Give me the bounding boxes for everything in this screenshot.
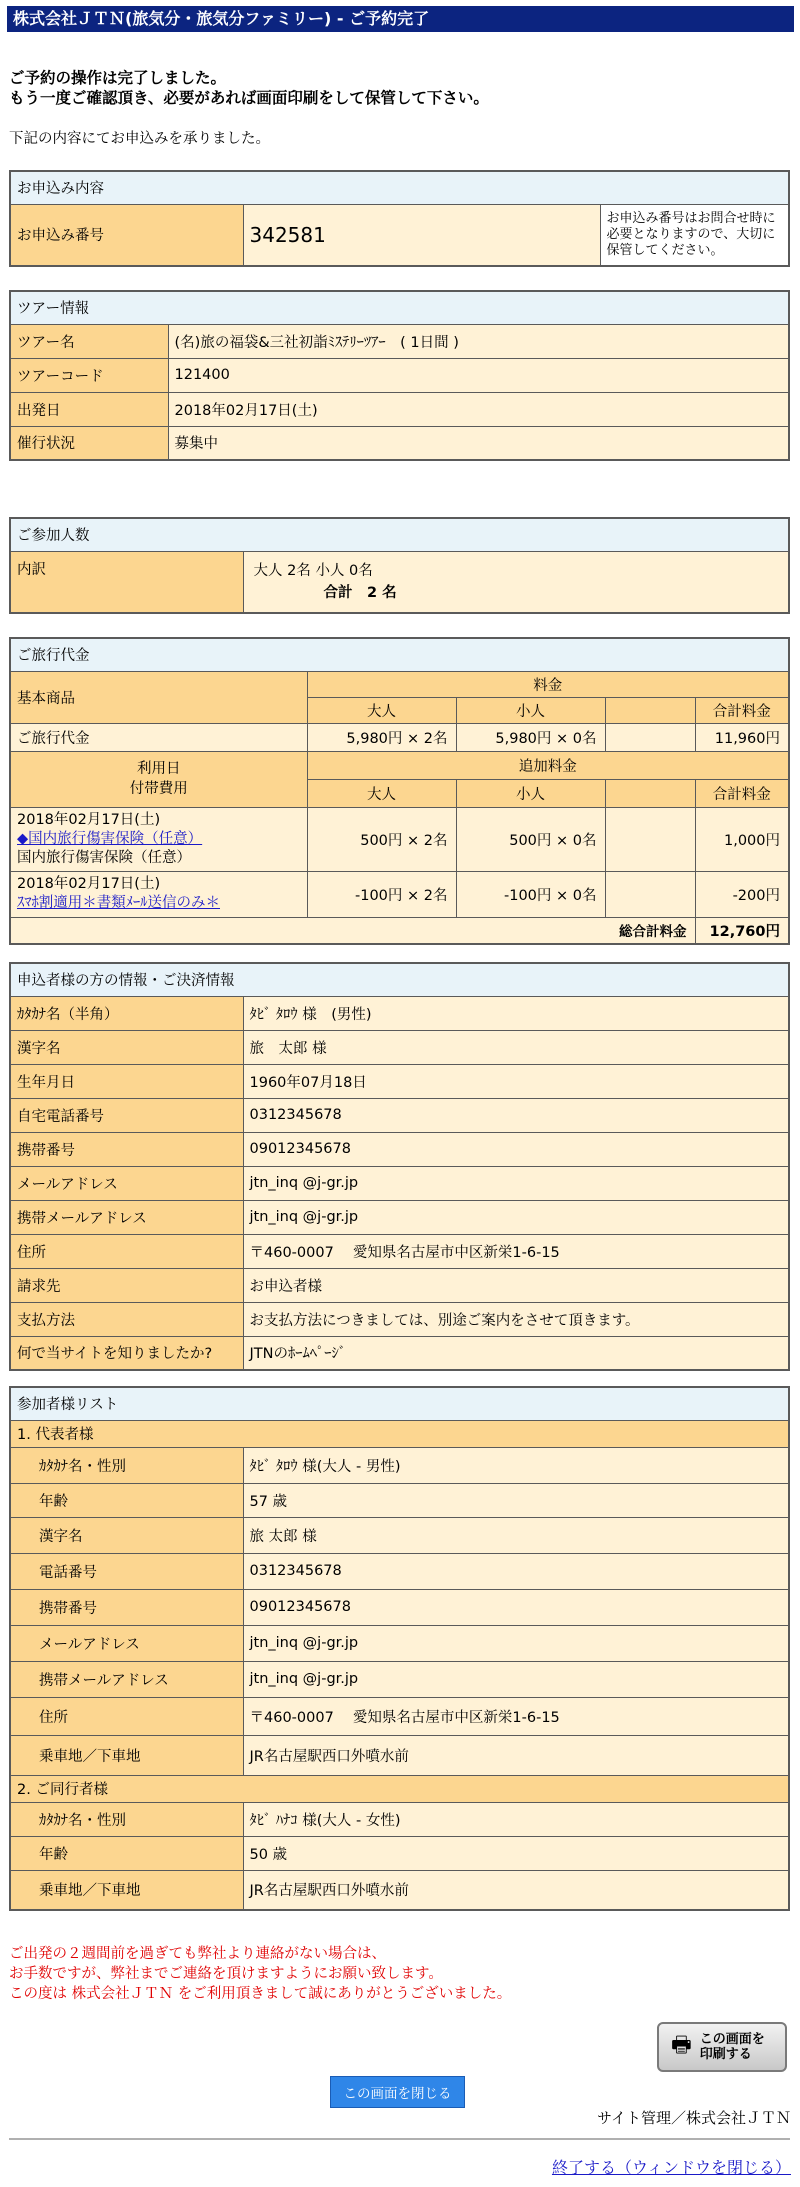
basic-product-label: 基本商品 — [10, 671, 307, 723]
info-row — [10, 1802, 789, 1836]
row-label: 年齢 — [10, 1483, 243, 1517]
row-value: ﾀﾋﾞ ﾀﾛｳ 様(大人 - 男性) — [243, 1447, 789, 1483]
row-value: jtn_inq @j-gr.jp — [243, 1625, 789, 1661]
info-row — [10, 1517, 789, 1553]
completion-line-1: ご予約の操作は完了しました。 — [9, 69, 227, 87]
extra-adult: -100円 × 2名 — [307, 871, 456, 917]
extra-cost-label: 付帯費用 — [129, 781, 188, 797]
row-label: 携帯メールアドレス — [10, 1200, 243, 1234]
tour-status-label: 催行状況 — [10, 426, 168, 460]
participant-group-title: 1. 代表者様 — [10, 1420, 789, 1447]
travel-fee-child: 5,980円 × 0名 — [456, 723, 605, 751]
row-value: jtn_inq @j-gr.jp — [243, 1200, 789, 1234]
application-number-label: お申込み番号 — [10, 204, 243, 266]
notice-line-3: この度は 株式会社ＪＴＮ をご利用頂きまして誠にありがとうございました。 — [9, 1986, 512, 2002]
application-table — [9, 170, 790, 267]
breakdown-label: 内訳 — [10, 551, 243, 613]
row-value: 50 歳 — [243, 1836, 789, 1870]
info-row — [10, 996, 789, 1030]
row-value: 09012345678 — [243, 1589, 789, 1625]
extra-child: -100円 × 0名 — [456, 871, 605, 917]
row-value: お申込者様 — [243, 1268, 789, 1302]
info-row — [10, 1166, 789, 1200]
departure-date: 2018年02月17日(土) — [168, 392, 789, 426]
participants-count-table — [9, 517, 790, 614]
extra-date: 2018年02月17日(土) — [17, 811, 161, 828]
tour-info-heading: ツアー情報 — [10, 291, 789, 324]
extra-child-header: 小人 — [456, 779, 605, 807]
row-label: 乗車地／下車地 — [10, 1735, 243, 1775]
row-value: 1960年07月18日 — [243, 1064, 789, 1098]
row-label: 電話番号 — [10, 1553, 243, 1589]
applicant-heading: 申込者様の方の情報・ご決済情報 — [10, 963, 789, 996]
pricing-table — [9, 637, 790, 945]
row-label: 乗車地／下車地 — [10, 1870, 243, 1910]
extra-child: 500円 × 0名 — [456, 807, 605, 871]
extra-adult-header: 大人 — [307, 779, 456, 807]
info-row — [10, 1697, 789, 1735]
info-row — [10, 1870, 789, 1910]
row-value: jtn_inq @j-gr.jp — [243, 1166, 789, 1200]
print-button-label: この画面を 印刷する — [699, 2032, 765, 2062]
grand-total-label: 総合計料金 — [10, 917, 695, 944]
info-row — [10, 1268, 789, 1302]
subtotal-header: 合計料金 — [695, 697, 789, 723]
row-value: ﾀﾋﾞ ﾀﾛｳ 様 (男性) — [243, 996, 789, 1030]
info-row — [10, 1234, 789, 1268]
applicant-info-table — [9, 962, 790, 1371]
row-label: 支払方法 — [10, 1302, 243, 1336]
info-row — [10, 1098, 789, 1132]
row-value: 〒460-0007 愛知県名古屋市中区新栄1-6-15 — [243, 1697, 789, 1735]
extra-date: 2018年02月17日(土) — [17, 876, 161, 892]
participant-group-header — [10, 1775, 789, 1802]
row-label: メールアドレス — [10, 1166, 243, 1200]
smartphone-discount-link[interactable]: ｽﾏﾎ割適用＊書類ﾒｰﾙ送信のみ＊ — [17, 895, 220, 911]
completion-line-2: もう一度ご確認頂き、必要があれば画面印刷をして保管して下さい。 — [9, 89, 489, 107]
row-label: 自宅電話番号 — [10, 1098, 243, 1132]
application-number-note: お申込み番号はお問合せ時に必要となりますので、大切に保管してください。 — [600, 204, 789, 266]
participant-list-table — [9, 1386, 790, 1911]
extra-desc: 国内旅行傷害保険（任意） — [17, 849, 191, 866]
info-row — [10, 1589, 789, 1625]
row-value: JR名古屋駅西口外噴水前 — [243, 1870, 789, 1910]
row-label: 生年月日 — [10, 1064, 243, 1098]
completion-message — [9, 68, 489, 108]
info-row — [10, 1064, 789, 1098]
adult-header: 大人 — [307, 697, 456, 723]
application-heading: お申込み内容 — [10, 171, 789, 204]
travel-fee-total: 11,960円 — [695, 723, 789, 751]
application-number: 342581 — [243, 204, 600, 266]
print-button[interactable] — [657, 2022, 787, 2072]
finish-close-window-link[interactable]: 終了する（ウィンドウを閉じる） — [551, 2158, 791, 2177]
child-header: 小人 — [456, 697, 605, 723]
info-row — [10, 1030, 789, 1064]
extra-fee-header: 追加料金 — [307, 751, 789, 779]
row-label: ｶﾀｶﾅ名・性別 — [10, 1447, 243, 1483]
row-value: 旅 太郎 様 — [243, 1030, 789, 1064]
info-row — [10, 1625, 789, 1661]
row-label: 漢字名 — [10, 1030, 243, 1064]
info-row — [10, 1336, 789, 1370]
extra-total: -200円 — [695, 871, 789, 917]
row-label: 携帯メールアドレス — [10, 1661, 243, 1697]
divider — [9, 2138, 790, 2140]
row-label: 携帯番号 — [10, 1589, 243, 1625]
row-value: ﾀﾋﾞ ﾊﾅｺ 様(大人 - 女性) — [243, 1802, 789, 1836]
row-value: 09012345678 — [243, 1132, 789, 1166]
grand-total: 12,760円 — [695, 917, 789, 944]
row-label: メールアドレス — [10, 1625, 243, 1661]
row-label: 住所 — [10, 1234, 243, 1268]
row-value: 0312345678 — [243, 1098, 789, 1132]
row-value: JTNのﾎｰﾑﾍﾟｰｼﾞ — [243, 1336, 789, 1370]
page-title: 株式会社ＪＴＮ(旅気分・旅気分ファミリー) - ご予約完了 — [7, 6, 794, 32]
extra-total: 1,000円 — [695, 807, 789, 871]
info-row — [10, 1200, 789, 1234]
row-value: jtn_inq @j-gr.jp — [243, 1661, 789, 1697]
pricing-heading: ご旅行代金 — [10, 638, 789, 671]
extra-row — [10, 807, 789, 871]
insurance-link[interactable]: ◆国内旅行傷害保険（任意） — [17, 830, 203, 847]
site-admin: サイト管理／株式会社ＪＴＮ — [597, 2109, 791, 2127]
info-row — [10, 1302, 789, 1336]
row-value: 旅 太郎 様 — [243, 1517, 789, 1553]
fee-header: 料金 — [307, 671, 789, 697]
row-value: 〒460-0007 愛知県名古屋市中区新栄1-6-15 — [243, 1234, 789, 1268]
acceptance-text: 下記の内容にてお申込みを承りました。 — [9, 131, 270, 147]
departure-date-label: 出発日 — [10, 392, 168, 426]
row-label: 住所 — [10, 1697, 243, 1735]
extra-adult: 500円 × 2名 — [307, 807, 456, 871]
tour-code: 121400 — [168, 358, 789, 392]
row-label: 漢字名 — [10, 1517, 243, 1553]
participants-breakdown: 大人 2名 小人 0名 — [253, 562, 373, 579]
tour-info-table — [9, 290, 790, 461]
info-row — [10, 1836, 789, 1870]
contact-notice — [9, 1944, 511, 2004]
info-row — [10, 1553, 789, 1589]
travel-fee-adult: 5,980円 × 2名 — [307, 723, 456, 751]
row-value: 57 歳 — [243, 1483, 789, 1517]
row-label: 何で当サイトを知りましたか? — [10, 1336, 243, 1370]
notice-line-1: ご出発の２週間前を過ぎても弊社より連絡がない場合は、 — [9, 1946, 386, 1962]
extra-row — [10, 871, 789, 917]
participant-group-title: 2. ご同行者様 — [10, 1775, 789, 1802]
participant-group-header — [10, 1420, 789, 1447]
participants-heading: ご参加人数 — [10, 518, 789, 551]
usage-date-label: 利用日 — [137, 761, 181, 777]
row-value: お支払方法につきましては、別途ご案内をさせて頂きます。 — [243, 1302, 789, 1336]
extra-subtotal-header: 合計料金 — [695, 779, 789, 807]
tour-name-label: ツアー名 — [10, 324, 168, 358]
info-row — [10, 1132, 789, 1166]
close-screen-button[interactable]: この画面を閉じる — [330, 2076, 465, 2108]
row-value: JR名古屋駅西口外噴水前 — [243, 1735, 789, 1775]
tour-status: 募集中 — [168, 426, 789, 460]
info-row — [10, 1447, 789, 1483]
row-label: 請求先 — [10, 1268, 243, 1302]
row-label: ｶﾀｶﾅ名・性別 — [10, 1802, 243, 1836]
row-label: 携帯番号 — [10, 1132, 243, 1166]
notice-line-2: お手数ですが、弊社までご連絡を頂けますようにお願い致します。 — [9, 1966, 443, 1982]
travel-fee-label: ご旅行代金 — [10, 723, 307, 751]
participants-total: 合計 2 名 — [323, 584, 397, 601]
tour-name: (名)旅の福袋&三社初詣ﾐｽﾃﾘｰﾂｱｰ ( 1日間 ) — [168, 324, 789, 358]
info-row — [10, 1661, 789, 1697]
row-label: ｶﾀｶﾅ名（半角） — [10, 996, 243, 1030]
row-value: 0312345678 — [243, 1553, 789, 1589]
info-row — [10, 1483, 789, 1517]
tour-code-label: ツアーコード — [10, 358, 168, 392]
row-label: 年齢 — [10, 1836, 243, 1870]
info-row — [10, 1735, 789, 1775]
printer-icon: 🖶 — [671, 2033, 692, 2058]
participant-list-heading: 参加者様リスト — [10, 1387, 789, 1420]
